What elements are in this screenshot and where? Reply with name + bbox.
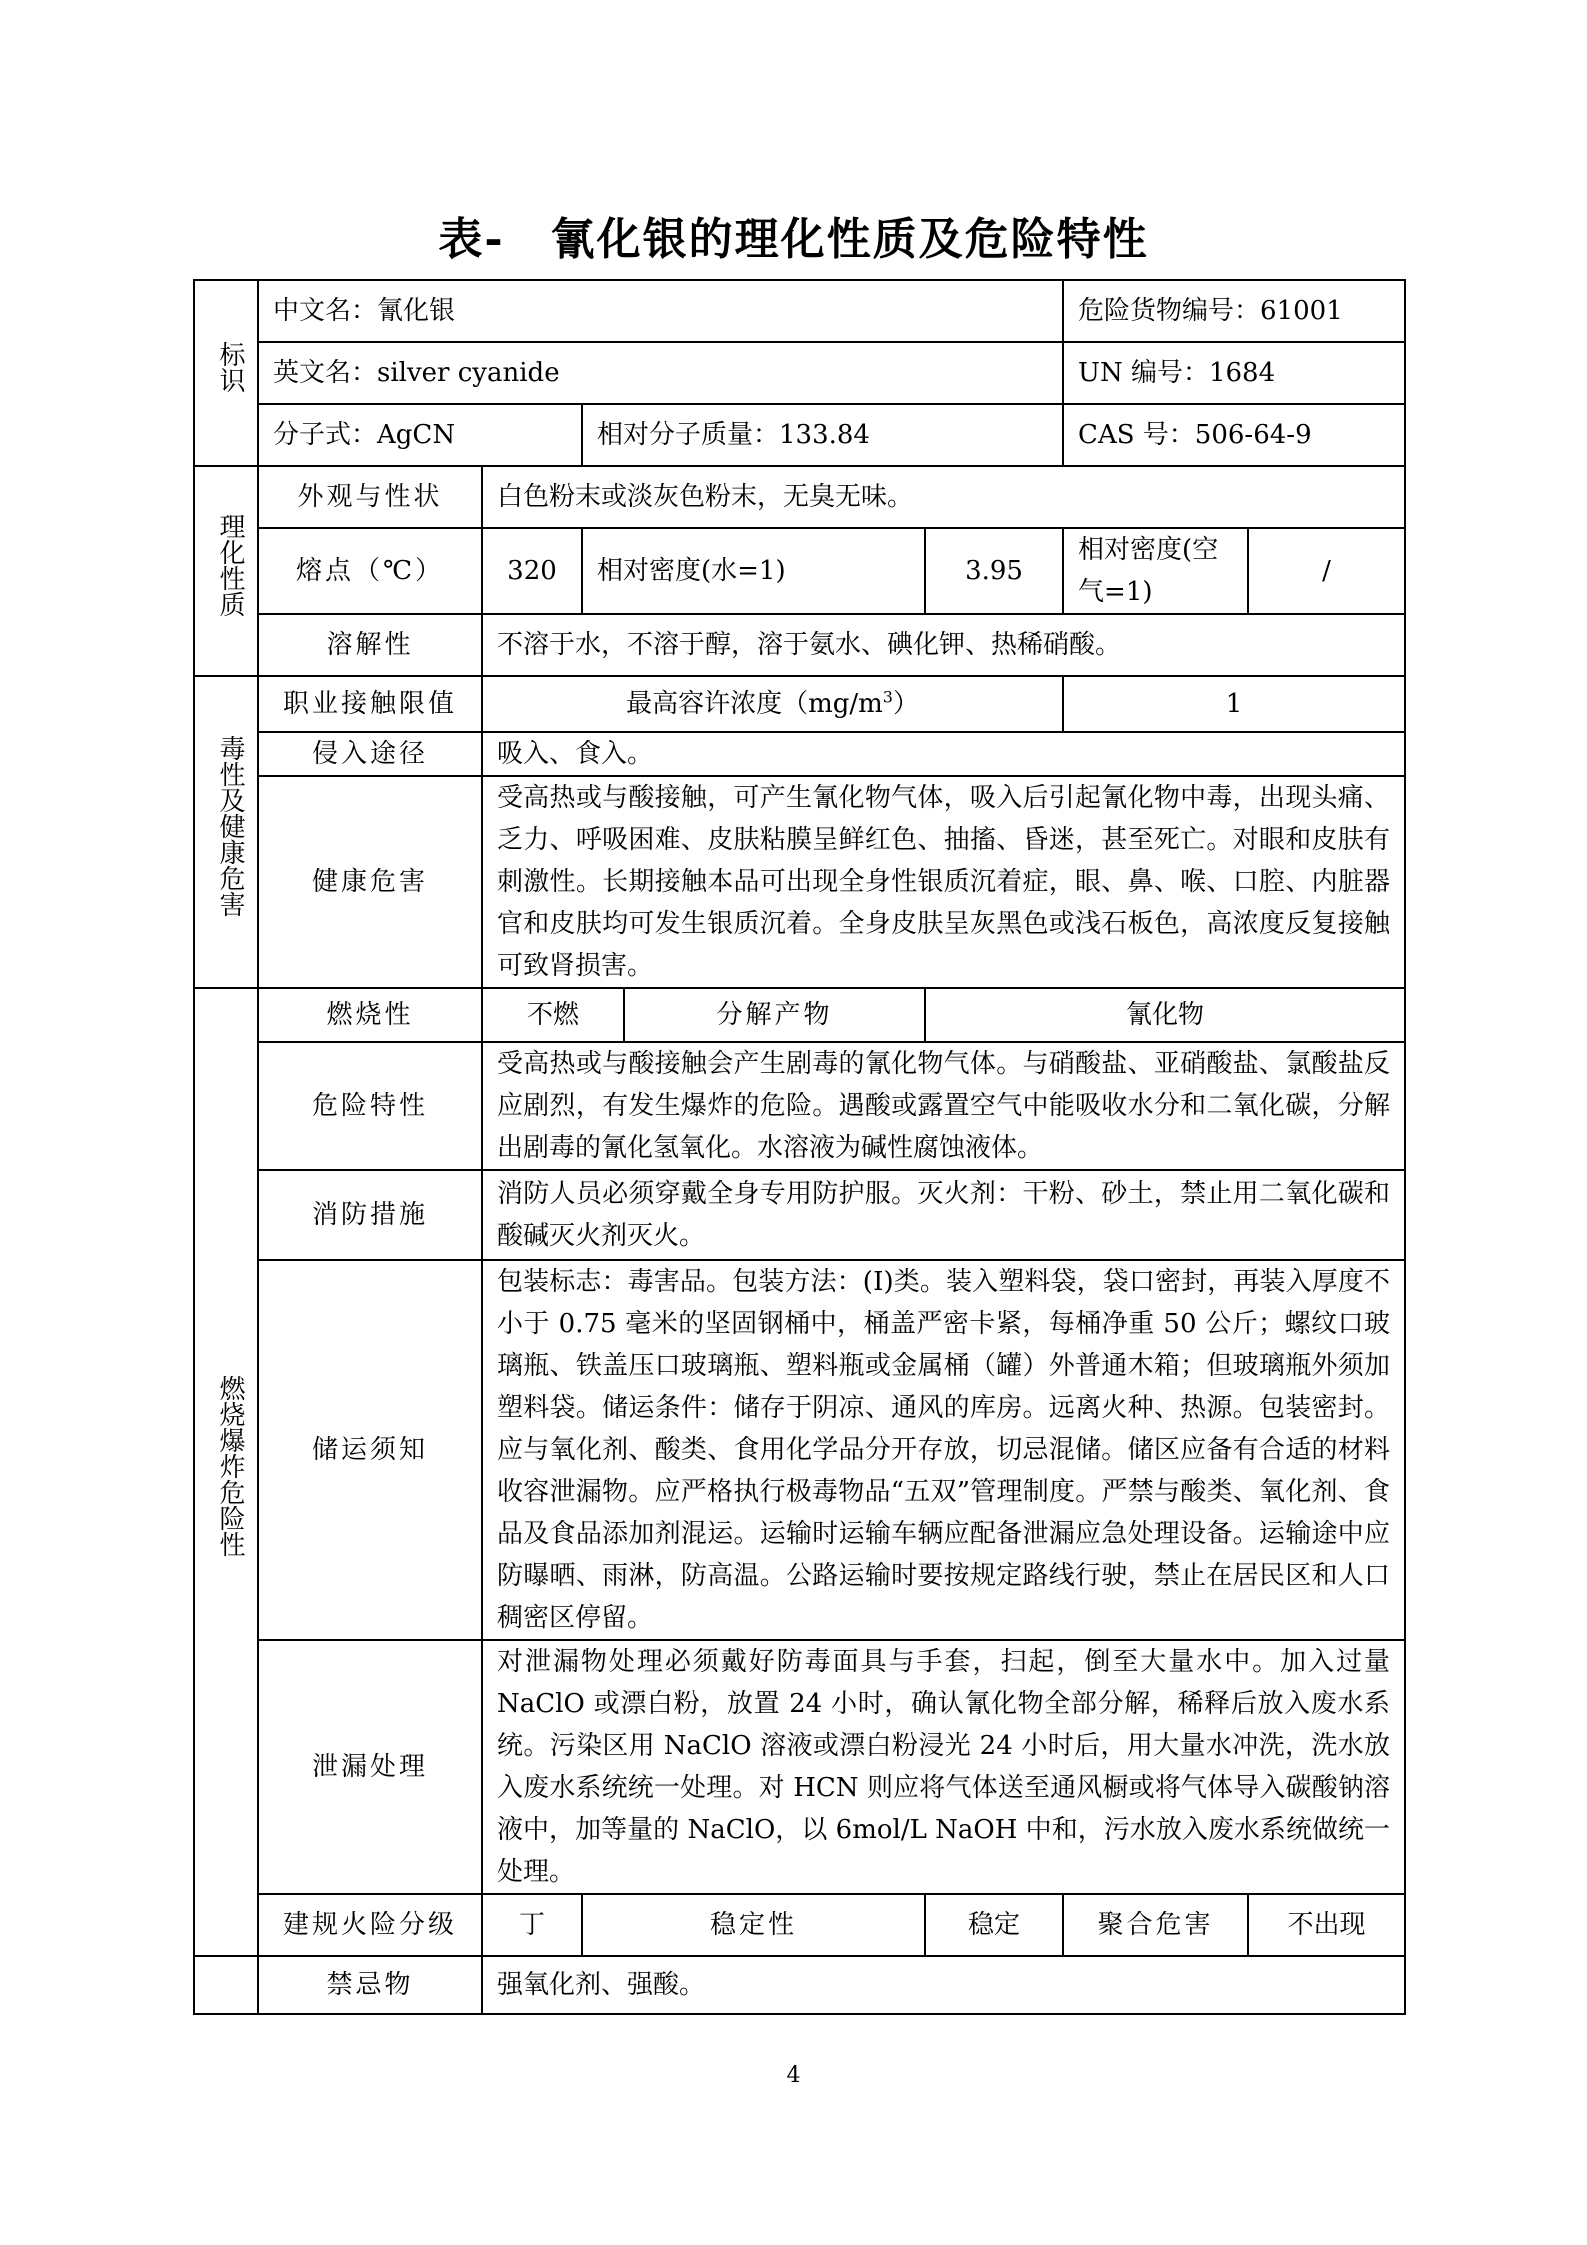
density-water-label: 相对密度(水=1): [582, 528, 925, 614]
formula-cell: 分子式：AgCN: [258, 404, 582, 466]
firefighting-label: 消防措施: [258, 1170, 482, 1260]
polymerization-value: 不出现: [1248, 1894, 1405, 1956]
cas-number-cell: CAS 号：506-64-9: [1063, 404, 1405, 466]
leak-handling-value: 对泄漏物处理必须戴好防毒面具与手套，扫起，倒至大量水中。加入过量 NaClO 或漂白粉，放置 24 小时，确认氰化物全部分解，稀释后放入废水系统。污染区用 NaClO 溶液或漂白粉浸光 24 小时后，用大量水冲洗，洗水放入废水系统统一处理。对 HCN 则应将气体送至通风橱或将气体导入碳酸钠溶液中，加等量的 NaClO，以 6mol/L NaOH 中和，污水放入废水系统做统一处理。: [482, 1640, 1405, 1894]
mac-label-sup: 3: [882, 687, 893, 707]
fire-class-value: 丁: [482, 1894, 582, 1956]
melting-point-value: 320: [482, 528, 582, 614]
appearance-value: 白色粉末或淡灰色粉末，无臭无味。: [482, 466, 1405, 528]
solubility-label: 溶解性: [258, 614, 482, 676]
density-air-label: 相对密度(空气=1): [1063, 528, 1248, 614]
category-physchem-label: 理化性质: [215, 512, 245, 617]
combustibility-label: 燃烧性: [258, 988, 482, 1042]
density-air-value: /: [1248, 528, 1405, 614]
mac-label: [482, 676, 1063, 732]
health-hazard-value: 受高热或与酸接触，可产生氰化物气体，吸入后引起氰化物中毒，出现头痛、乏力、呼吸困难、皮肤粘膜呈鲜红色、抽搐、昏迷，甚至死亡。对眼和皮肤有刺激性。长期接触本品可出现全身性银质沉着症，眼、鼻、喉、口腔、内脏器官和皮肤均可发生银质沉着。全身皮肤呈灰黑色或浅石板色，高浓度反复接触可致肾损害。: [482, 776, 1405, 988]
density-water-value: 3.95: [925, 528, 1063, 614]
route-label: 侵入途径: [258, 732, 482, 776]
category-identification: [194, 280, 258, 466]
fire-class-label: 建规火险分级: [258, 1894, 482, 1956]
category-identification-label: 标识: [215, 340, 245, 393]
route-value: 吸入、食入。: [482, 732, 1405, 776]
page-title: 表- 氰化银的理化性质及危险特性: [438, 214, 1149, 265]
hazard-number-cell: 危险货物编号：61001: [1063, 280, 1405, 342]
mac-label-text: 最高容许浓度（mg/m: [626, 689, 883, 719]
stability-value: 稳定: [925, 1894, 1063, 1956]
appearance-label: 外观与性状: [258, 466, 482, 528]
decomposition-label: 分解产物: [624, 988, 925, 1042]
category-fire: [194, 988, 258, 1956]
melting-point-label: 熔点（℃）: [258, 528, 482, 614]
solubility-value: 不溶于水，不溶于醇，溶于氨水、碘化钾、热稀硝酸。: [482, 614, 1405, 676]
mac-label-close: ）: [892, 689, 919, 719]
polymerization-label: 聚合危害: [1063, 1894, 1248, 1956]
health-hazard-label: 健康危害: [258, 776, 482, 988]
category-fire-label: 燃烧爆炸危险性: [215, 1374, 245, 1557]
hazard-characteristics-value: 受高热或与酸接触会产生剧毒的氰化物气体。与硝酸盐、亚硝酸盐、氯酸盐反应剧烈，有发生爆炸的危险。遇酸或露置空气中能吸收水分和二氧化碳，分解出剧毒的氰化氢氧化。水溶液为碱性腐蚀液体。: [482, 1042, 1405, 1170]
storage-value: 包装标志：毒害品。包装方法：(Ⅰ)类。装入塑料袋，袋口密封，再装入厚度不小于 0.75 毫米的坚固钢桶中，桶盖严密卡紧，每桶净重 50 公斤；螺纹口玻璃瓶、铁盖压口玻璃瓶、塑料瓶或金属桶（罐）外普通木箱；但玻璃瓶外须加塑料袋。储运条件：储存于阴凉、通风的库房。远离火种、热源。包装密封。应与氧化剂、酸类、食用化学品分开存放，切忌混储。储区应备有合适的材料收容泄漏物。应严格执行极毒物品“五双”管理制度。严禁与酸类、氧化剂、食品及食品添加剂混运。运输时运输车辆应配备泄漏应急处理设备。运输途中应防曝晒、雨淋，防高温。公路运输时要按规定路线行驶，禁止在居民区和人口稠密区停留。: [482, 1260, 1405, 1640]
mac-value: 1: [1063, 676, 1405, 732]
leak-handling-label: 泄漏处理: [258, 1640, 482, 1894]
incompatible-label: 禁忌物: [258, 1956, 482, 2014]
properties-table: [193, 279, 1406, 2015]
chinese-name-cell: 中文名：氰化银: [258, 280, 1063, 342]
english-name-cell: 英文名：silver cyanide: [258, 342, 1063, 404]
firefighting-value: 消防人员必须穿戴全身专用防护服。灭火剂：干粉、砂土，禁止用二氧化碳和酸碱灭火剂灭火。: [482, 1170, 1405, 1260]
molecular-mass-cell: 相对分子质量：133.84: [582, 404, 1063, 466]
blank-category-cell: [194, 1956, 258, 2014]
category-toxicity-label: 毒性及健康危害: [215, 734, 245, 917]
storage-label: 储运须知: [258, 1260, 482, 1640]
page-number: 4: [786, 2063, 801, 2088]
combustibility-value: 不燃: [482, 988, 624, 1042]
exposure-limit-label: 职业接触限值: [258, 676, 482, 732]
category-physchem: [194, 466, 258, 676]
stability-label: 稳定性: [582, 1894, 925, 1956]
decomposition-value: 氰化物: [925, 988, 1405, 1042]
hazard-characteristics-label: 危险特性: [258, 1042, 482, 1170]
incompatible-value: 强氧化剂、强酸。: [482, 1956, 1405, 2014]
category-toxicity: [194, 676, 258, 988]
un-number-cell: UN 编号：1684: [1063, 342, 1405, 404]
